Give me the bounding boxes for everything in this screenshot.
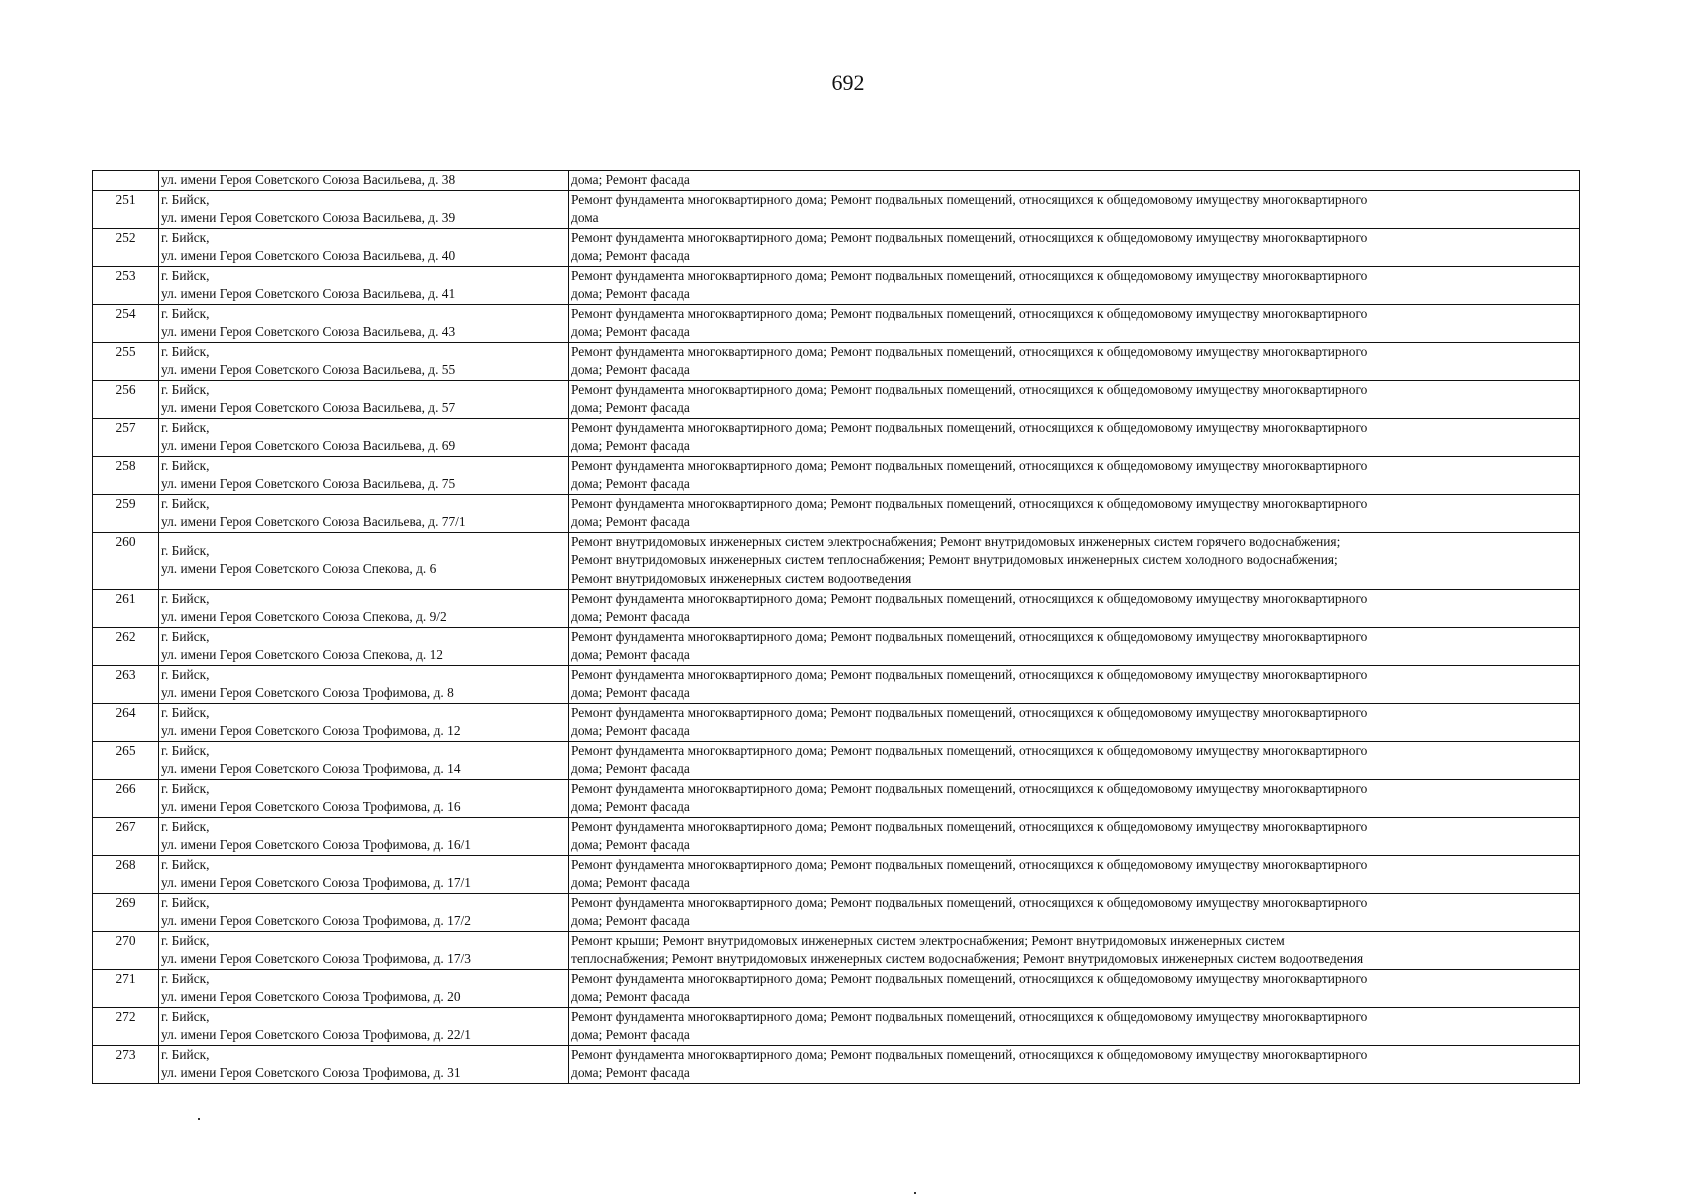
- address-block: [161, 533, 566, 579]
- works-line: дома; Ремонт фасада: [571, 248, 690, 263]
- address-cell: [159, 817, 569, 855]
- works-cell: [569, 380, 1580, 418]
- works-line: дома; Ремонт фасада: [571, 837, 690, 852]
- address-cell: [159, 665, 569, 703]
- address-cell: [159, 627, 569, 665]
- works-cell: [569, 456, 1580, 494]
- scan-speck: [914, 1192, 916, 1194]
- table-row: [93, 893, 1580, 931]
- works-line: Ремонт фундамента многоквартирного дома; Ремонт подвальных помещений, относящихся к общедомовому имуществу многоквартирного: [571, 704, 1368, 720]
- row-number-cell: 272: [93, 1007, 159, 1045]
- works-line: Ремонт фундамента многоквартирного дома; Ремонт подвальных помещений, относящихся к общедомовому имуществу многоквартирного: [571, 856, 1368, 872]
- table-row: [93, 589, 1580, 627]
- table-row: [93, 627, 1580, 665]
- address-city: г. Бийск,: [161, 229, 210, 245]
- address-cell: [159, 532, 569, 589]
- works-line: дома; Ремонт фасада: [571, 400, 690, 415]
- address-city: г. Бийск,: [161, 343, 210, 359]
- row-number-cell: 265: [93, 741, 159, 779]
- address-city: г. Бийск,: [161, 457, 210, 473]
- address-street: ул. имени Героя Советского Союза Трофимова, д. 22/1: [161, 1027, 471, 1042]
- row-number-cell: 255: [93, 342, 159, 380]
- works-line: дома; Ремонт фасада: [571, 476, 690, 491]
- works-line: Ремонт фундамента многоквартирного дома; Ремонт подвальных помещений, относящихся к общедомовому имуществу многоквартирного: [571, 419, 1368, 435]
- table-row: [93, 1045, 1580, 1083]
- table-row: [93, 931, 1580, 969]
- address-city: г. Бийск,: [161, 628, 210, 644]
- works-line: Ремонт фундамента многоквартирного дома; Ремонт подвальных помещений, относящихся к общедомовому имуществу многоквартирного: [571, 191, 1368, 207]
- row-number-cell: 261: [93, 589, 159, 627]
- works-line: Ремонт внутридомовых инженерных систем водоотведения: [571, 570, 912, 586]
- works-cell: [569, 741, 1580, 779]
- table-row: [93, 342, 1580, 380]
- works-cell: [569, 665, 1580, 703]
- table-row: [93, 1007, 1580, 1045]
- works-line: дома; Ремонт фасада: [571, 286, 690, 301]
- row-number-cell: 259: [93, 494, 159, 532]
- address-city: г. Бийск,: [161, 932, 210, 948]
- address-cell: [159, 418, 569, 456]
- works-cell: [569, 1045, 1580, 1083]
- address-street: ул. имени Героя Советского Союза Трофимова, д. 20: [161, 989, 461, 1004]
- works-line: дома; Ремонт фасада: [571, 685, 690, 700]
- address-cell: [159, 304, 569, 342]
- row-number-cell: 262: [93, 627, 159, 665]
- works-cell: [569, 931, 1580, 969]
- works-line: Ремонт фундамента многоквартирного дома; Ремонт подвальных помещений, относящихся к общедомовому имуществу многоквартирного: [571, 267, 1368, 283]
- row-number-cell: 257: [93, 418, 159, 456]
- table-row: [93, 817, 1580, 855]
- works-line: дома; Ремонт фасада: [571, 913, 690, 928]
- address-city: г. Бийск,: [161, 742, 210, 758]
- address-cell: [159, 589, 569, 627]
- address-cell: [159, 266, 569, 304]
- row-number-cell: 252: [93, 228, 159, 266]
- works-line: Ремонт фундамента многоквартирного дома; Ремонт подвальных помещений, относящихся к общедомовому имуществу многоквартирного: [571, 495, 1368, 511]
- address-city: г. Бийск,: [161, 818, 210, 834]
- works-line: дома; Ремонт фасада: [571, 514, 690, 529]
- address-cell: [159, 969, 569, 1007]
- address-cell: [159, 380, 569, 418]
- row-number-cell: 271: [93, 969, 159, 1007]
- address-city: г. Бийск,: [161, 495, 210, 511]
- address-street: ул. имени Героя Советского Союза Спекова, д. 12: [161, 647, 444, 662]
- address-cell: [159, 855, 569, 893]
- table-row: [93, 380, 1580, 418]
- works-cell: [569, 703, 1580, 741]
- row-number-cell: 260: [93, 532, 159, 589]
- row-number-cell: 264: [93, 703, 159, 741]
- address-street: ул. имени Героя Советского Союза Трофимова, д. 8: [161, 685, 454, 700]
- address-city: г. Бийск,: [161, 542, 210, 558]
- table-row: [93, 969, 1580, 1007]
- table-row: [93, 532, 1580, 589]
- works-cell: [569, 304, 1580, 342]
- row-number-cell: 258: [93, 456, 159, 494]
- works-line: теплоснабжения; Ремонт внутридомовых инженерных систем водоснабжения; Ремонт внутридомовых инженерных систем водоотведения: [571, 951, 1364, 966]
- table-row: [93, 855, 1580, 893]
- table-row: [93, 703, 1580, 741]
- works-line: дома; Ремонт фасада: [571, 438, 690, 453]
- address-street: ул. имени Героя Советского Союза Васильева, д. 40: [161, 248, 456, 263]
- table-body: [93, 171, 1580, 1084]
- row-number-cell: 266: [93, 779, 159, 817]
- address-city: г. Бийск,: [161, 305, 210, 321]
- address-city: г. Бийск,: [161, 1046, 210, 1062]
- table-row: [93, 190, 1580, 228]
- works-line: дома; Ремонт фасада: [571, 799, 690, 814]
- works-cell: [569, 228, 1580, 266]
- table-row: [93, 418, 1580, 456]
- works-line: Ремонт внутридомовых инженерных систем теплоснабжения; Ремонт внутридомовых инженерных систем холодного водоснабжения;: [571, 552, 1338, 567]
- works-line: Ремонт внутридомовых инженерных систем электроснабжения; Ремонт внутридомовых инженерных систем горячего водоснабжения;: [571, 533, 1341, 549]
- row-number-cell: [93, 171, 159, 191]
- address-street: ул. имени Героя Советского Союза Васильева, д. 77/1: [161, 514, 466, 529]
- address-street: ул. имени Героя Советского Союза Васильева, д. 39: [161, 210, 456, 225]
- address-cell: [159, 228, 569, 266]
- works-cell: [569, 969, 1580, 1007]
- address-street: ул. имени Героя Советского Союза Васильева, д. 57: [161, 400, 456, 415]
- address-cell: [159, 893, 569, 931]
- works-line: дома; Ремонт фасада: [571, 647, 690, 662]
- works-line: Ремонт фундамента многоквартирного дома; Ремонт подвальных помещений, относящихся к общедомовому имуществу многоквартирного: [571, 305, 1368, 321]
- works-line: Ремонт фундамента многоквартирного дома; Ремонт подвальных помещений, относящихся к общедомовому имуществу многоквартирного: [571, 343, 1368, 359]
- works-cell: [569, 817, 1580, 855]
- address-street: ул. имени Героя Советского Союза Трофимова, д. 16/1: [161, 837, 471, 852]
- address-city: г. Бийск,: [161, 191, 210, 207]
- works-line: Ремонт фундамента многоквартирного дома; Ремонт подвальных помещений, относящихся к общедомовому имуществу многоквартирного: [571, 628, 1368, 644]
- address-cell: [159, 456, 569, 494]
- repair-registry-table: [92, 170, 1580, 1084]
- address-city: г. Бийск,: [161, 856, 210, 872]
- works-cell: [569, 627, 1580, 665]
- address-cell: [159, 190, 569, 228]
- works-line: дома; Ремонт фасада: [571, 989, 690, 1004]
- row-number-cell: 267: [93, 817, 159, 855]
- works-line: Ремонт фундамента многоквартирного дома; Ремонт подвальных помещений, относящихся к общедомовому имуществу многоквартирного: [571, 229, 1368, 245]
- row-number-cell: 256: [93, 380, 159, 418]
- works-line: дома; Ремонт фасада: [571, 609, 690, 624]
- address-cell: [159, 703, 569, 741]
- address-street: ул. имени Героя Советского Союза Спекова, д. 9/2: [161, 609, 447, 624]
- address-cell: ул. имени Героя Советского Союза Васильева, д. 38: [159, 171, 569, 191]
- works-cell: [569, 893, 1580, 931]
- row-number-cell: 254: [93, 304, 159, 342]
- row-number-cell: 251: [93, 190, 159, 228]
- row-number-cell: 270: [93, 931, 159, 969]
- works-line: дома; Ремонт фасада: [571, 1027, 690, 1042]
- row-number-cell: 269: [93, 893, 159, 931]
- table-row: [93, 266, 1580, 304]
- works-line: дома; Ремонт фасада: [571, 723, 690, 738]
- address-street: ул. имени Героя Советского Союза Спекова, д. 6: [161, 561, 437, 576]
- address-street: ул. имени Героя Советского Союза Трофимова, д. 17/3: [161, 951, 471, 966]
- address-cell: [159, 342, 569, 380]
- works-cell: [569, 855, 1580, 893]
- address-city: г. Бийск,: [161, 590, 210, 606]
- address-cell: [159, 931, 569, 969]
- address-street: ул. имени Героя Советского Союза Трофимова, д. 14: [161, 761, 461, 776]
- works-cell: [569, 779, 1580, 817]
- address-street: ул. имени Героя Советского Союза Трофимова, д. 31: [161, 1065, 461, 1080]
- works-line: дома; Ремонт фасада: [571, 761, 690, 776]
- address-city: г. Бийск,: [161, 704, 210, 720]
- row-number-cell: 263: [93, 665, 159, 703]
- works-line: Ремонт фундамента многоквартирного дома; Ремонт подвальных помещений, относящихся к общедомовому имуществу многоквартирного: [571, 818, 1368, 834]
- works-cell: [569, 266, 1580, 304]
- row-number-cell: 253: [93, 266, 159, 304]
- works-line: Ремонт фундамента многоквартирного дома; Ремонт подвальных помещений, относящихся к общедомовому имуществу многоквартирного: [571, 894, 1368, 910]
- address-street: ул. имени Героя Советского Союза Васильева, д. 55: [161, 362, 456, 377]
- continuation-row: [93, 171, 1580, 191]
- table-row: [93, 304, 1580, 342]
- address-city: г. Бийск,: [161, 970, 210, 986]
- address-street: ул. имени Героя Советского Союза Васильева, д. 69: [161, 438, 456, 453]
- works-line: дома; Ремонт фасада: [571, 1065, 690, 1080]
- works-cell: [569, 532, 1580, 589]
- address-cell: [159, 779, 569, 817]
- address-cell: [159, 1007, 569, 1045]
- works-cell: [569, 418, 1580, 456]
- address-street: ул. имени Героя Советского Союза Трофимова, д. 12: [161, 723, 461, 738]
- works-line: дома; Ремонт фасада: [571, 362, 690, 377]
- address-city: г. Бийск,: [161, 780, 210, 796]
- works-line: Ремонт фундамента многоквартирного дома; Ремонт подвальных помещений, относящихся к общедомовому имуществу многоквартирного: [571, 381, 1368, 397]
- works-line: Ремонт фундамента многоквартирного дома; Ремонт подвальных помещений, относящихся к общедомовому имуществу многоквартирного: [571, 1008, 1368, 1024]
- works-line: Ремонт фундамента многоквартирного дома; Ремонт подвальных помещений, относящихся к общедомовому имуществу многоквартирного: [571, 590, 1368, 606]
- address-street: ул. имени Героя Советского Союза Трофимова, д. 17/1: [161, 875, 471, 890]
- table-row: [93, 741, 1580, 779]
- address-street: ул. имени Героя Советского Союза Васильева, д. 43: [161, 324, 456, 339]
- table-row: [93, 228, 1580, 266]
- table-row: [93, 665, 1580, 703]
- address-cell: [159, 494, 569, 532]
- works-line: дома; Ремонт фасада: [571, 875, 690, 890]
- address-city: г. Бийск,: [161, 381, 210, 397]
- address-street: ул. имени Героя Советского Союза Трофимова, д. 16: [161, 799, 461, 814]
- works-line: Ремонт фундамента многоквартирного дома; Ремонт подвальных помещений, относящихся к общедомовому имуществу многоквартирного: [571, 780, 1368, 796]
- row-number-cell: 273: [93, 1045, 159, 1083]
- address-street: ул. имени Героя Советского Союза Трофимова, д. 17/2: [161, 913, 471, 928]
- address-city: г. Бийск,: [161, 267, 210, 283]
- works-cell: дома; Ремонт фасада: [569, 171, 1580, 191]
- row-number-cell: 268: [93, 855, 159, 893]
- works-line: Ремонт фундамента многоквартирного дома; Ремонт подвальных помещений, относящихся к общедомовому имуществу многоквартирного: [571, 742, 1368, 758]
- table-row: [93, 494, 1580, 532]
- page-number: 692: [831, 70, 865, 95]
- table-row: [93, 779, 1580, 817]
- address-cell: [159, 1045, 569, 1083]
- works-cell: [569, 190, 1580, 228]
- scan-speck: [198, 1118, 200, 1120]
- works-line: дома: [571, 210, 599, 225]
- address-street: ул. имени Героя Советского Союза Васильева, д. 75: [161, 476, 456, 491]
- works-cell: [569, 342, 1580, 380]
- address-cell: [159, 741, 569, 779]
- address-city: г. Бийск,: [161, 894, 210, 910]
- works-line: Ремонт фундамента многоквартирного дома; Ремонт подвальных помещений, относящихся к общедомовому имуществу многоквартирного: [571, 457, 1368, 473]
- address-street: ул. имени Героя Советского Союза Васильева, д. 41: [161, 286, 456, 301]
- address-city: г. Бийск,: [161, 666, 210, 682]
- works-line: дома; Ремонт фасада: [571, 324, 690, 339]
- works-line: Ремонт фундамента многоквартирного дома; Ремонт подвальных помещений, относящихся к общедомовому имуществу многоквартирного: [571, 1046, 1368, 1062]
- works-line: Ремонт крыши; Ремонт внутридомовых инженерных систем электроснабжения; Ремонт внутридомовых инженерных систем: [571, 932, 1285, 948]
- table-row: [93, 456, 1580, 494]
- works-cell: [569, 494, 1580, 532]
- address-city: г. Бийск,: [161, 419, 210, 435]
- works-cell: [569, 589, 1580, 627]
- works-cell: [569, 1007, 1580, 1045]
- works-line: Ремонт фундамента многоквартирного дома; Ремонт подвальных помещений, относящихся к общедомовому имуществу многоквартирного: [571, 970, 1368, 986]
- address-city: г. Бийск,: [161, 1008, 210, 1024]
- works-line: Ремонт фундамента многоквартирного дома; Ремонт подвальных помещений, относящихся к общедомовому имуществу многоквартирного: [571, 666, 1368, 682]
